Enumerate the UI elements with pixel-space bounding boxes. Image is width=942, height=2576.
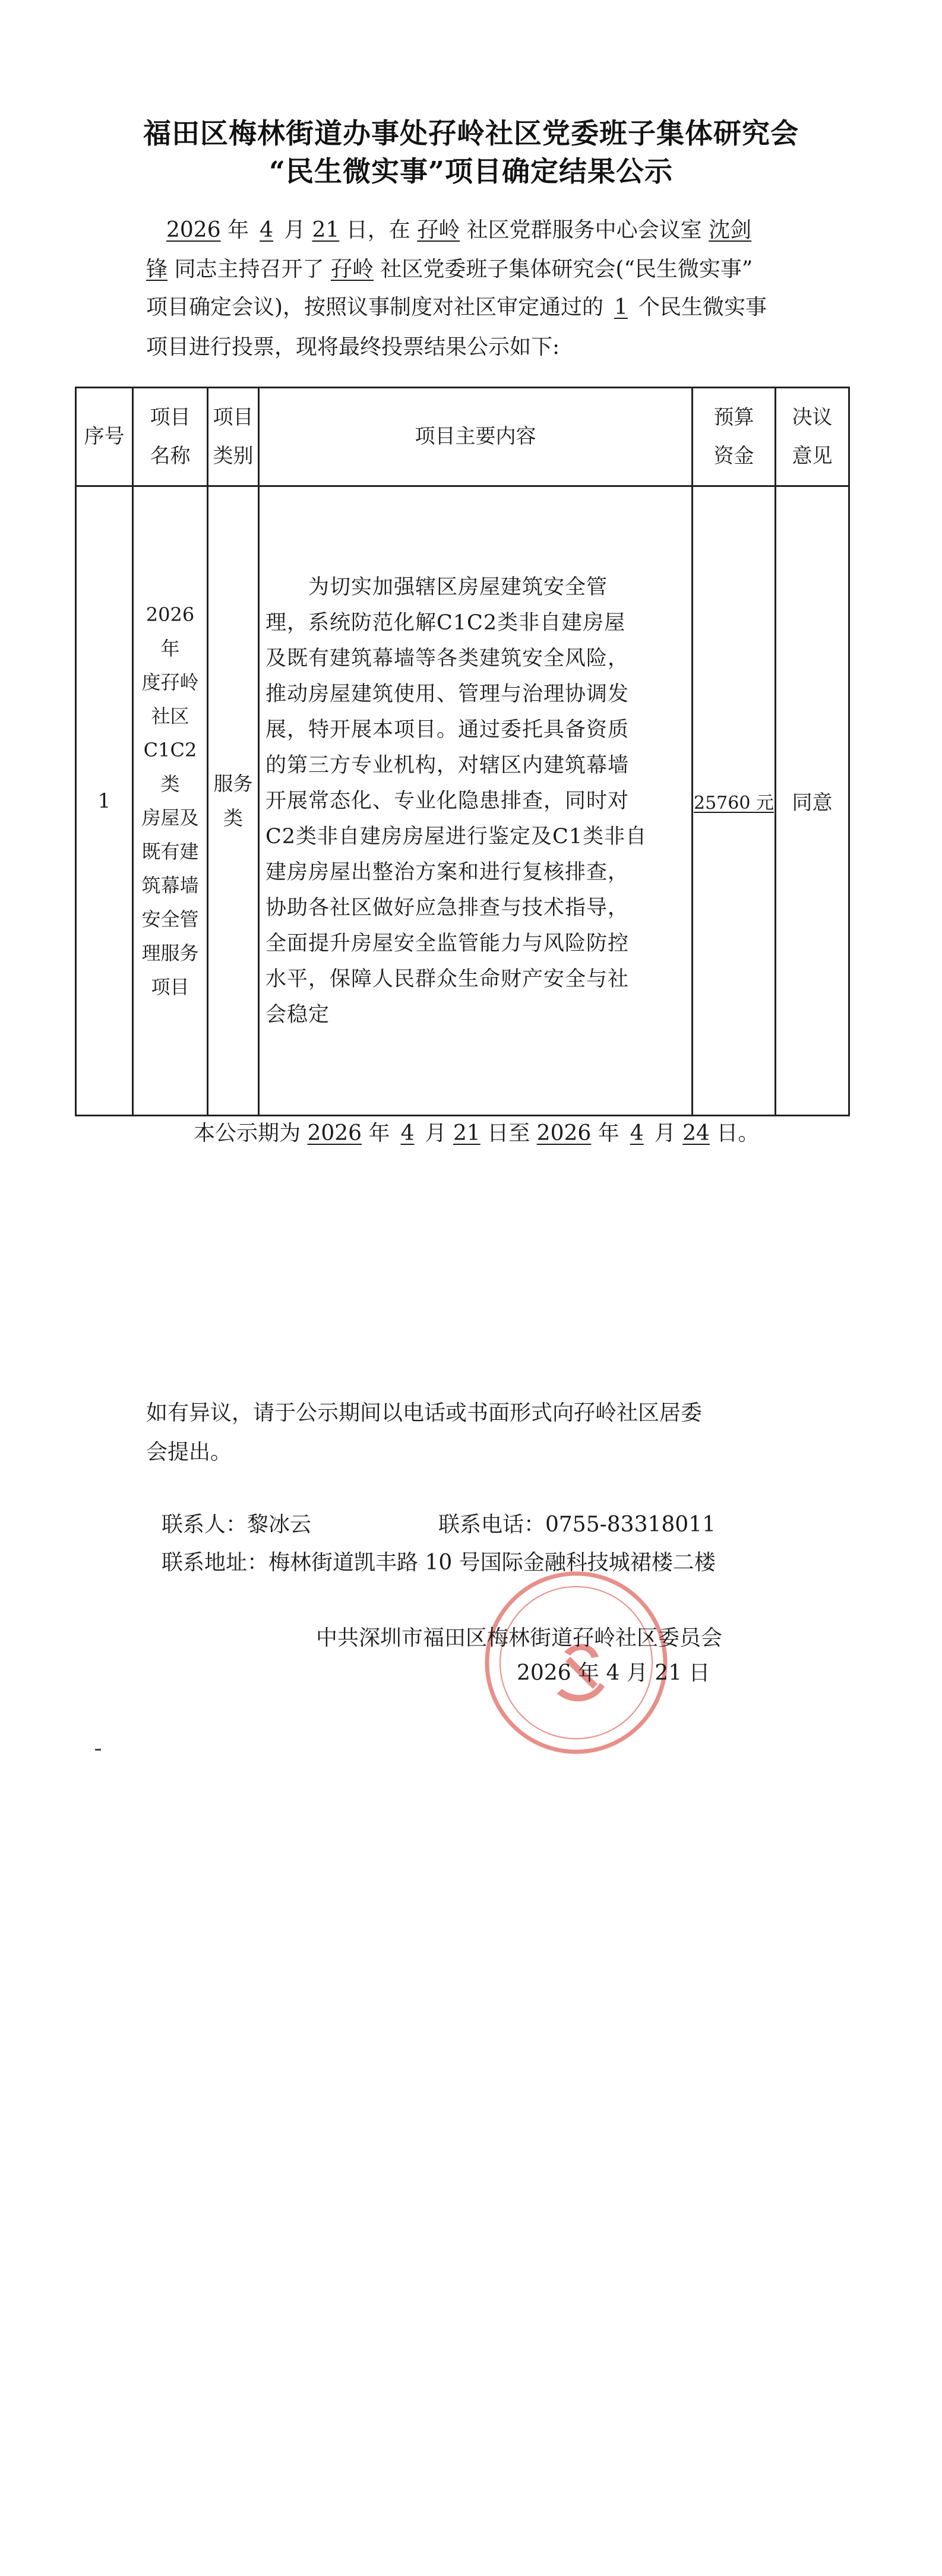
table-row xyxy=(76,486,849,1116)
table-header-row xyxy=(76,388,849,486)
meeting-day: 21 xyxy=(312,218,340,242)
period-end-year: 2026 xyxy=(536,1121,592,1145)
header-category: 项目 类别 xyxy=(208,388,259,486)
meeting-month: 4 xyxy=(260,218,273,242)
row-decision: 同意 xyxy=(776,486,849,1116)
period-start-year: 2026 xyxy=(307,1121,362,1145)
period-start-day: 21 xyxy=(453,1121,481,1145)
objection-line-2: 会提出。 xyxy=(146,1440,232,1464)
document-title-line1: 福田区梅林街道办事处孖岭社区党委班子集体研究会 xyxy=(143,118,799,150)
header-budget: 预算 资金 xyxy=(693,388,776,486)
intro-line-4: 项目进行投票，现将最终投票结果公示如下: xyxy=(146,335,560,359)
row-project-content: 为切实加强辖区房屋建筑安全管 理，系统防范化解C1C2类非自建房屋 及既有建筑幕墙等各类建筑安全风险， 推动房屋建筑使用、管理与治理协调发 展，特开展本项目。通过委托具备资质 的第三方专业机构，对辖区内建筑幕墙 开展常态化、专业化隐患排查，同时对 C2类非自建房房屋进行鉴定及C1类非自 建房房屋出整治方案和进行复核排查， 协助各社区做好应急排查与技术指导， 全面提升房屋安全监管能力与风险防控 水平，保障人民群众生命财产安全与社 会稳定 xyxy=(259,486,693,1116)
community-name: 孖岭 xyxy=(330,257,374,281)
contact-person: 联系人：黎冰云 xyxy=(162,1512,312,1537)
signature-organization: 中共深圳市福田区梅林街道孖岭社区委员会 xyxy=(316,1626,723,1650)
period-start-month: 4 xyxy=(400,1121,415,1145)
header-name: 项目 名称 xyxy=(133,388,208,486)
header-content: 项目主要内容 xyxy=(259,388,693,486)
meeting-community: 孖岭 xyxy=(417,218,460,242)
objection-line-1: 如有异议，请于公示期间以电话或书面形式向孖岭社区居委 xyxy=(146,1401,703,1425)
signature-date: 2026 年 4 月 21 日 xyxy=(517,1661,710,1685)
row-project-name: 2026 年 度孖岭 社区 C1C2 类 房屋及 既有建 筑幕墙 安全管 理服务 项目 xyxy=(133,486,208,1116)
document-title-line2: “民生微实事”项目确定结果公示 xyxy=(268,156,674,188)
contact-phone: 联系电话：0755-83318011 xyxy=(438,1512,716,1537)
contact-address: 联系地址：梅林街道凯丰路 10 号国际金融科技城裙楼二楼 xyxy=(162,1550,716,1575)
host-name-part2: 锋 xyxy=(146,257,168,281)
intro-line-3: 项目确定会议)，按照议事制度对社区审定通过的 1 个民生微实事 xyxy=(146,295,767,319)
row-budget: 25760 元 xyxy=(693,486,776,1116)
period-end-day: 24 xyxy=(682,1121,710,1145)
period-end-month: 4 xyxy=(630,1121,644,1145)
intro-line-1: 2026 年 4 月 21 日，在 孖岭 社区党群服务中心会议室 沈剑 xyxy=(166,218,752,242)
host-name-part1: 沈剑 xyxy=(709,218,752,242)
publicity-period: 本公示期为 2026 年 4 月 21 日至 2026 年 4 月 24 日。 xyxy=(194,1121,760,1145)
row-project-category: 服务 类 xyxy=(208,486,259,1116)
header-decision: 决议 意见 xyxy=(776,388,849,486)
scan-mark xyxy=(95,1749,101,1751)
header-no: 序号 xyxy=(76,388,133,486)
project-count: 1 xyxy=(614,295,628,319)
intro-line-2: 锋 同志主持召开了 孖岭 社区党委班子集体研究会(“民生微实事” xyxy=(146,257,753,281)
results-table xyxy=(75,387,850,1116)
meeting-year: 2026 xyxy=(166,218,221,242)
row-no: 1 xyxy=(76,486,133,1116)
